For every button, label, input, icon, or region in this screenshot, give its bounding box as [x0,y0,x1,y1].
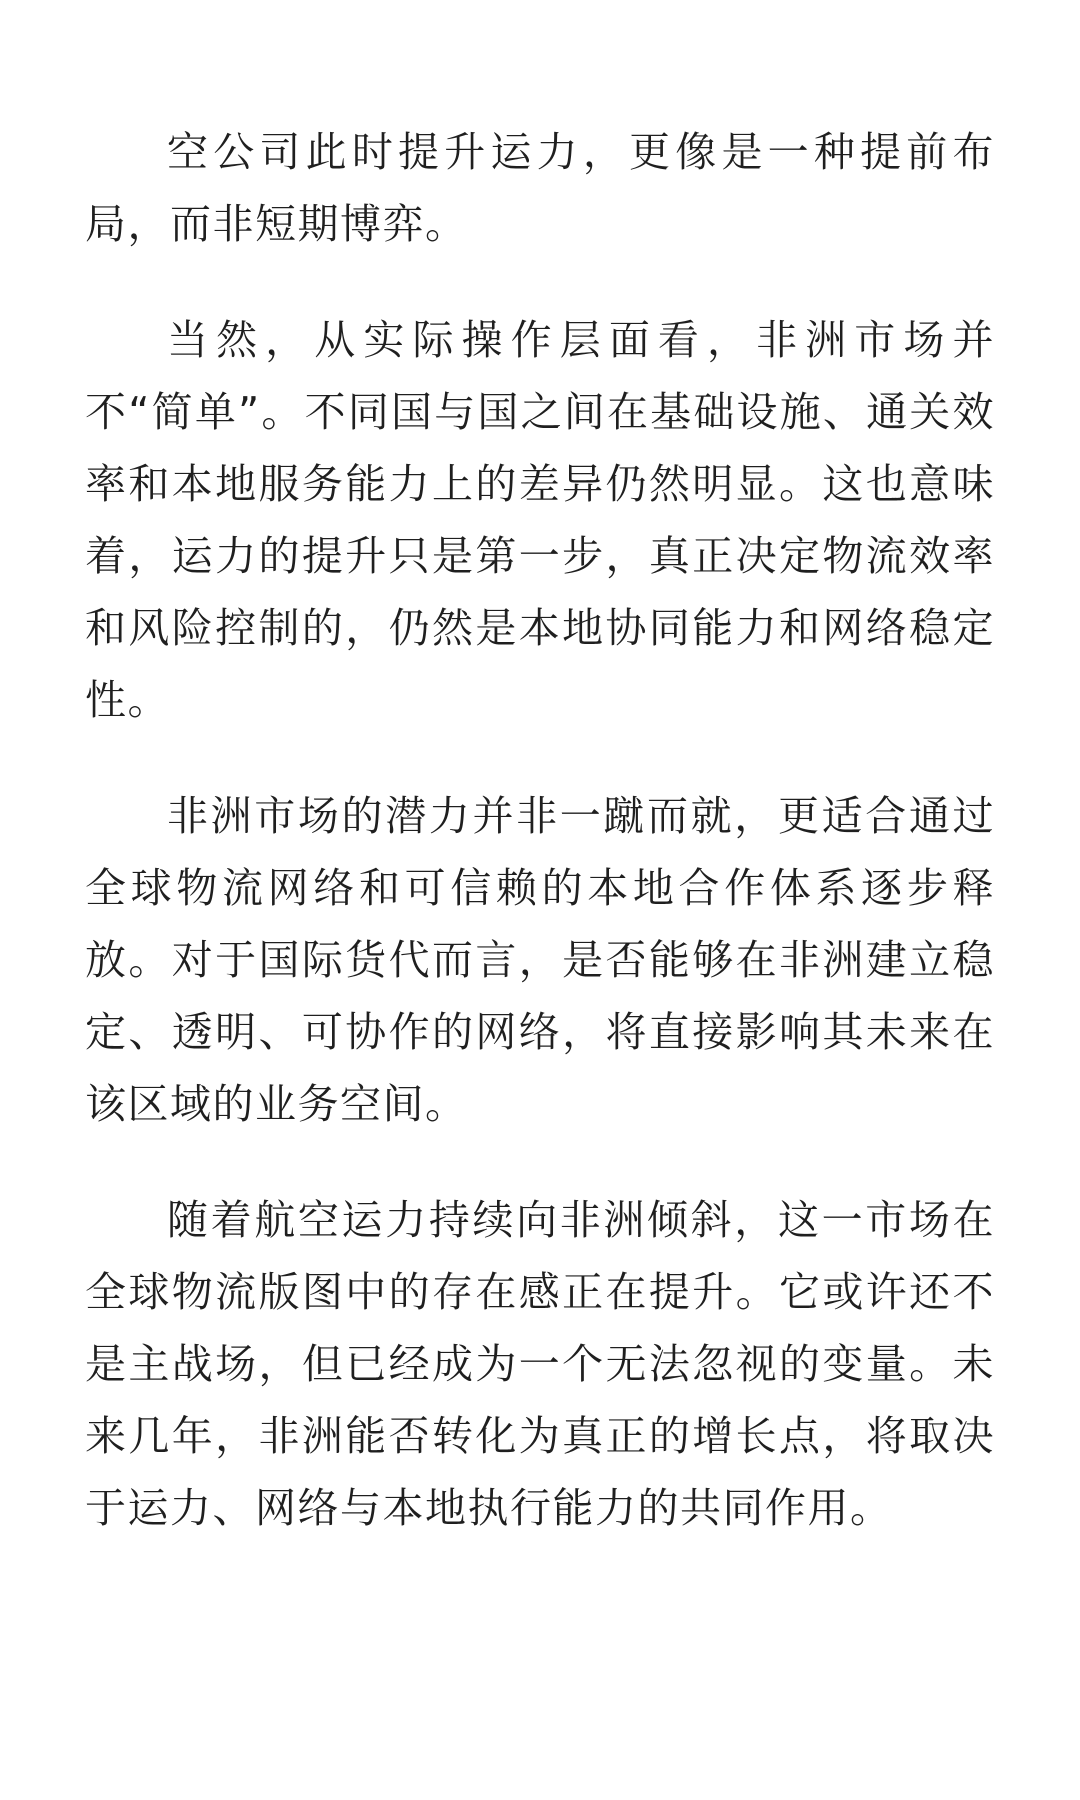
paragraph-3: 非洲市场的潜力并非一蹴而就，更适合通过全球物流网络和可信赖的本地合作体系逐步释放。对于国际货代而言，是否能够在非洲建立稳定、透明、可协作的网络，将直接影响其未来在该区域的业务空间。 [85,792,995,1128]
article-body [85,116,995,1544]
paragraph-1: 空公司此时提升运力，更像是一种提前布局，而非短期博弈。 [85,128,995,248]
paragraph-4: 随着航空运力持续向非洲倾斜，这一市场在全球物流版图中的存在感正在提升。它或许还不是主战场，但已经成为一个无法忽视的变量。未来几年，非洲能否转化为真正的增长点，将取决于运力、网络与本地执行能力的共同作用。 [85,1196,995,1532]
paragraph-2: 当然，从实际操作层面看，非洲市场并不“简单”。不同国与国之间在基础设施、通关效率和本地服务能力上的差异仍然明显。这也意味着，运力的提升只是第一步，真正决定物流效率和风险控制的，仍然是本地协同能力和网络稳定性。 [85,316,995,724]
